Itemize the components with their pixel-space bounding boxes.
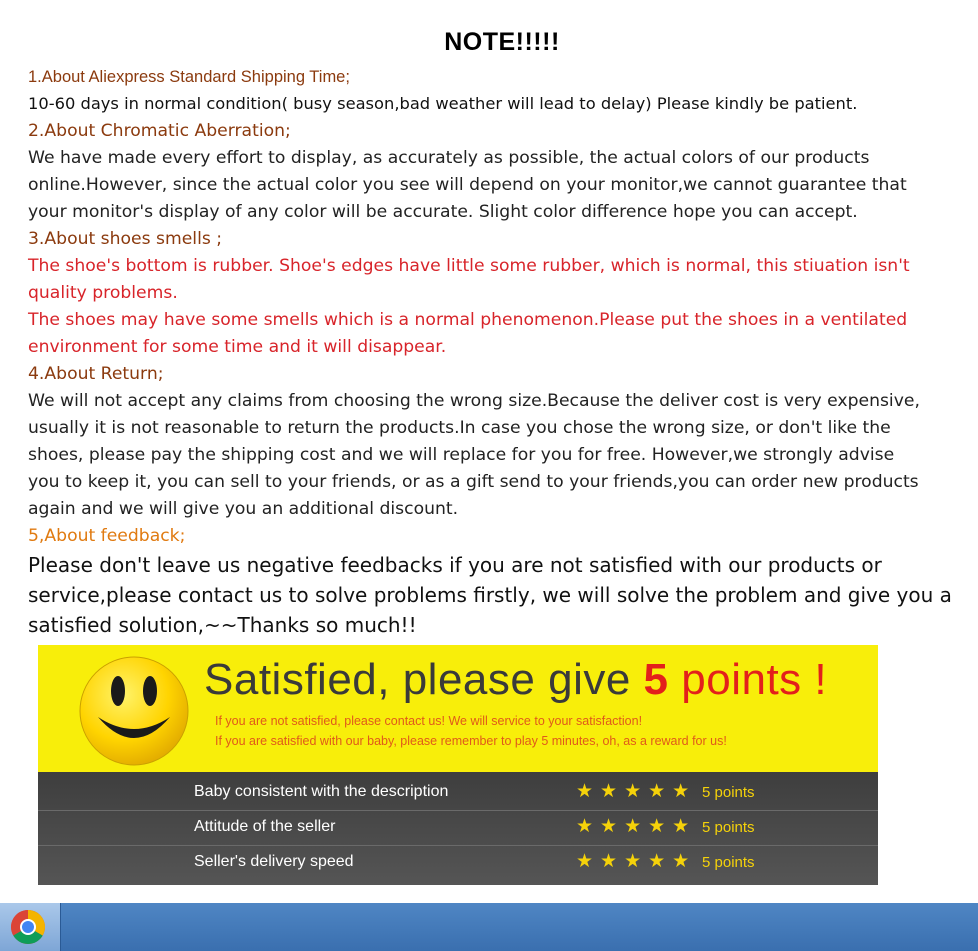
- note-line: shoes, please pay the shipping cost and we will replace for you for free. However,we strongly advise: [28, 445, 895, 465]
- note-line: 1.About Aliexpress Standard Shipping Time;: [28, 68, 350, 86]
- note-line: environment for some time and it will disappear.: [28, 337, 447, 357]
- rating-points: 5 points: [702, 819, 755, 836]
- banner-headline: [204, 655, 827, 705]
- note-line: We will not accept any claims from choosing the wrong size.Because the deliver cost is very expensive,: [28, 391, 920, 411]
- rating-row: [38, 775, 878, 811]
- note-line: usually it is not reasonable to return the products.In case you chose the wrong size, or don't like the: [28, 418, 891, 438]
- note-line: you to keep it, you can sell to your friends, or as a gift send to your friends,you can order new products: [28, 472, 919, 492]
- star-rating-icon: ★★★★★: [576, 850, 697, 872]
- headline-text: Satisfied, please give: [204, 655, 644, 704]
- taskbar: [0, 903, 978, 951]
- rating-row: [38, 845, 878, 881]
- note-line: your monitor's display of any color will be accurate. Slight color difference hope you can accept.: [28, 202, 858, 222]
- feedback-banner: [38, 645, 878, 885]
- note-line: We have made every effort to display, as accurately as possible, the actual colors of our products: [28, 148, 870, 168]
- rating-points: 5 points: [702, 854, 755, 871]
- smiley-face-icon: [78, 655, 190, 767]
- rating-points: 5 points: [702, 784, 755, 801]
- note-line: 5,About feedback;: [28, 526, 186, 546]
- notes-section: [28, 64, 978, 640]
- note-line: 4.About Return;: [28, 364, 164, 384]
- page-title: NOTE!!!!!: [444, 28, 560, 56]
- chrome-taskbar-button[interactable]: [0, 903, 61, 951]
- note-line: The shoes may have some smells which is a normal phenomenon.Please put the shoes in a ventilated: [28, 310, 908, 330]
- rating-row: [38, 810, 878, 846]
- rating-label: Seller's delivery speed: [194, 853, 354, 870]
- banner-subtext-1: If you are not satisfied, please contact us! We will service to your satisfaction!: [215, 714, 643, 728]
- note-line: service,please contact us to solve problems firstly, we will solve the problem and give you a: [28, 583, 952, 607]
- rating-label: Attitude of the seller: [194, 818, 336, 835]
- note-line: 10-60 days in normal condition( busy season,bad weather will lead to delay) Please kindly be patient.: [28, 94, 858, 113]
- rating-label: Baby consistent with the description: [194, 783, 449, 800]
- note-line: again and we will give you an additional discount.: [28, 499, 459, 519]
- headline-number: 5: [643, 655, 669, 704]
- headline-suffix: points !: [668, 655, 828, 704]
- note-line: quality problems.: [28, 283, 178, 303]
- chrome-icon: [8, 907, 48, 947]
- note-line: 2.About Chromatic Aberration;: [28, 121, 291, 141]
- note-line: The shoe's bottom is rubber. Shoe's edges have little some rubber, which is normal, this stiuation isn't: [28, 256, 910, 276]
- ratings-panel: [38, 772, 878, 885]
- note-line: Please don't leave us negative feedbacks if you are not satisfied with our products or: [28, 553, 882, 577]
- note-line: online.However, since the actual color you see will depend on your monitor,we cannot guarantee that: [28, 175, 907, 195]
- star-rating-icon: ★★★★★: [576, 815, 697, 837]
- note-line: satisfied solution,~~Thanks so much!!: [28, 613, 417, 637]
- banner-top: [38, 645, 878, 772]
- banner-subtext-2: If you are satisfied with our baby, please remember to play 5 minutes, oh, as a reward for us!: [215, 734, 727, 748]
- star-rating-icon: ★★★★★: [576, 780, 697, 802]
- note-line: 3.About shoes smells ;: [28, 229, 223, 249]
